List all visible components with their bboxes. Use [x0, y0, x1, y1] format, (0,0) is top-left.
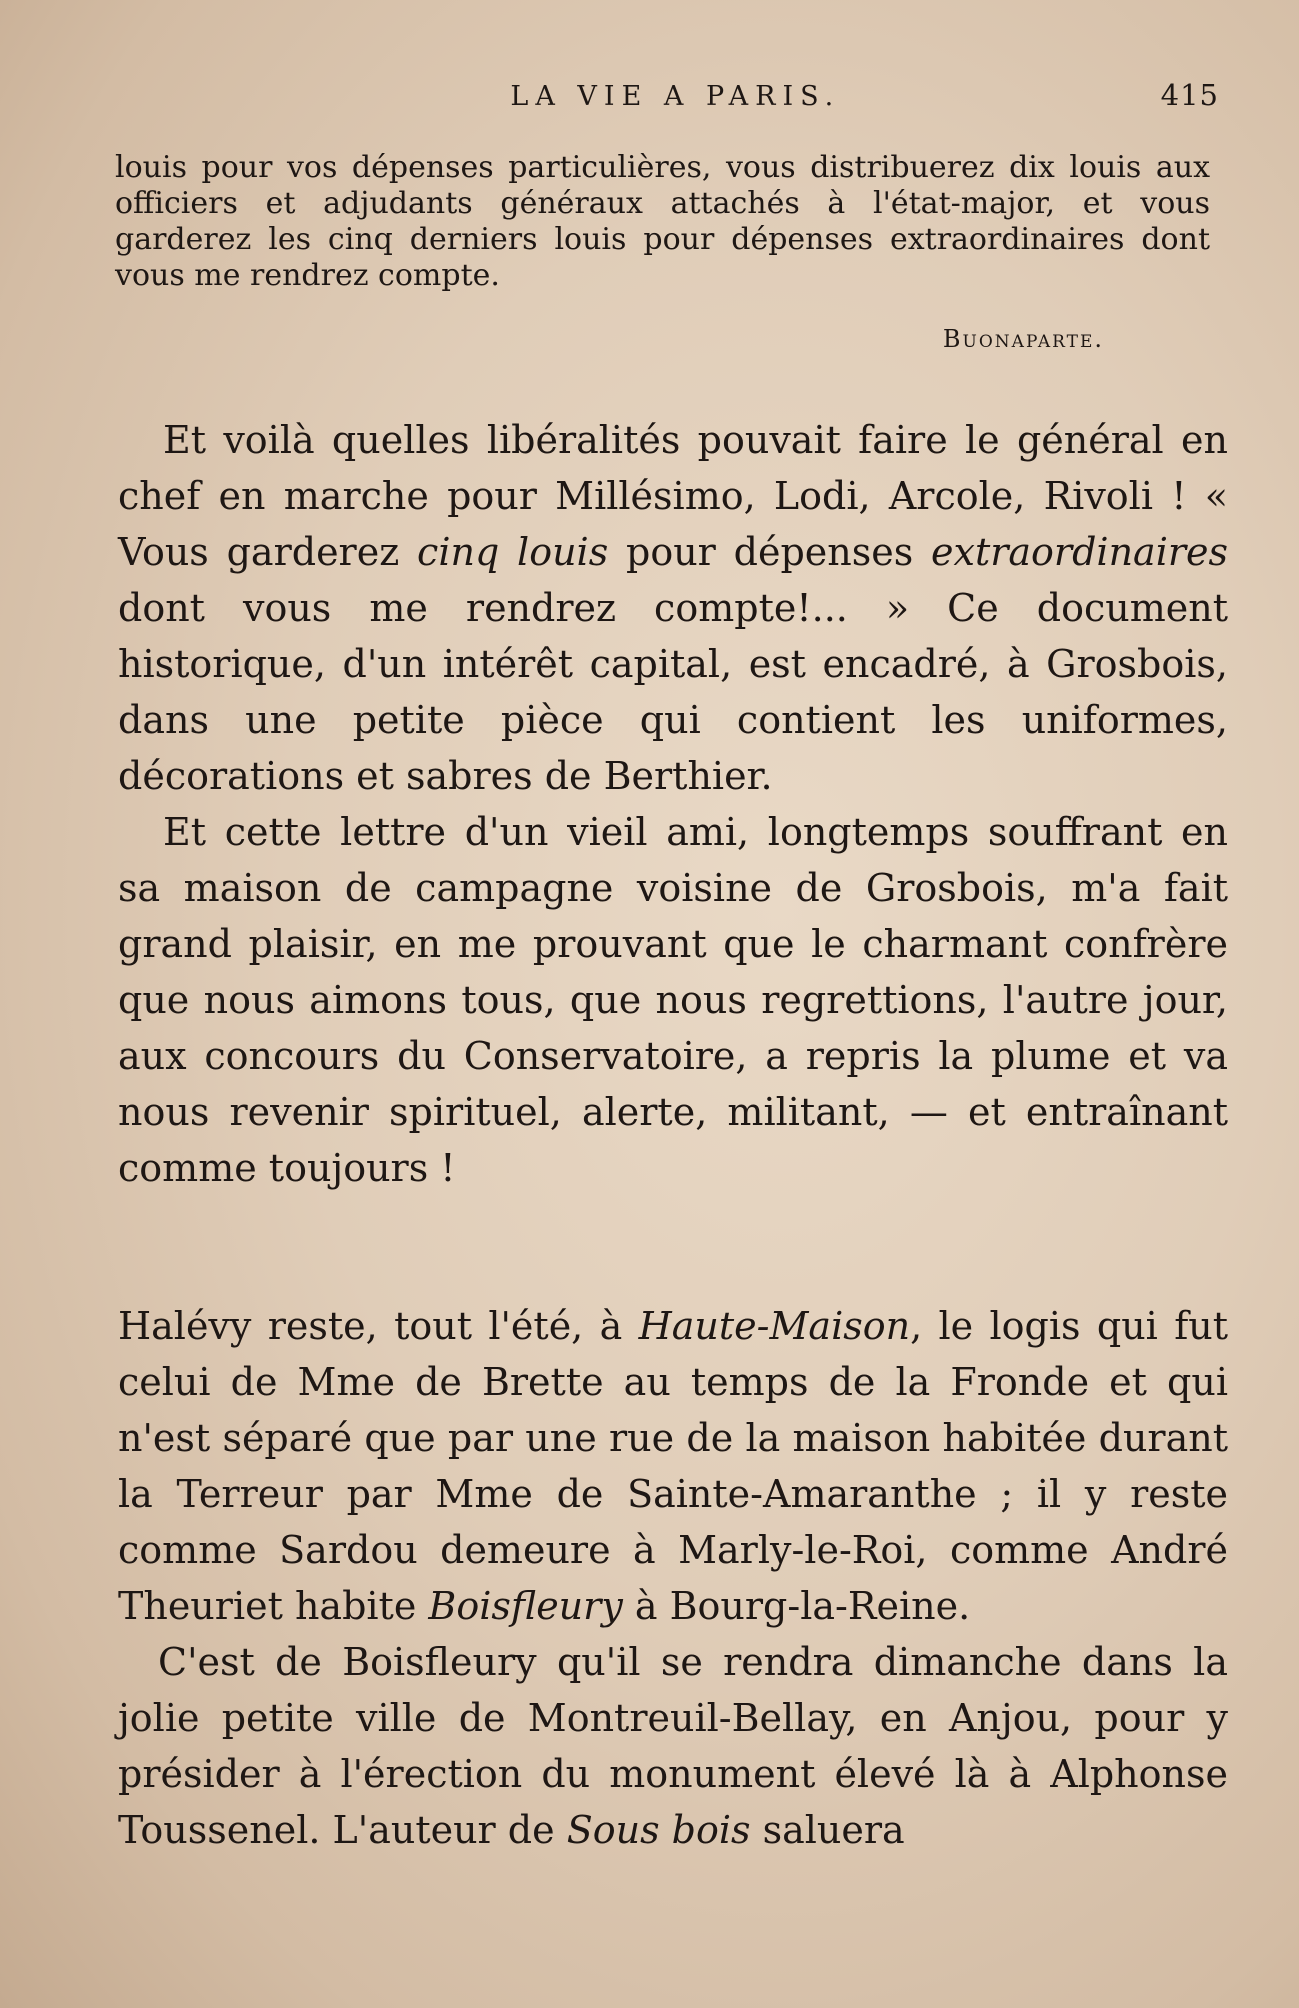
italic-text: cinq louis: [417, 530, 609, 574]
section-two: [118, 1298, 1228, 1858]
italic-text: Boisfleury: [428, 1584, 623, 1628]
running-head: [130, 78, 1219, 118]
paragraph: [118, 412, 1228, 804]
text-run: Et voilà quelles libéralités pouvait faire le général en chef en marche pour Millésimo, Lodi, Arcole, Rivoli ! « Vous garderez: [118, 418, 1228, 574]
text-run: Halévy reste, tout l'été, à: [118, 1304, 639, 1348]
text-run: à Bourg-la-Reine.: [622, 1584, 971, 1628]
text-run: pour dépenses: [608, 530, 932, 574]
paragraph: Et cette lettre d'un vieil ami, longtemps souffrant en sa maison de campagne voisine de Grosbois, m'a fait grand plaisir, en me prouvant que le charmant confrère que nous aimons tous, que nous regrettions, l'autre jour, aux concours du Conservatoire, a repris la plume et va nous revenir spirituel, alerte, militant, — et entraînant comme toujours !: [118, 810, 1228, 1190]
italic-text: Sous bois: [566, 1808, 751, 1852]
italic-text: extraordinaires: [931, 530, 1228, 574]
text-run: saluera: [750, 1808, 905, 1852]
letter-signature: Buonaparte.: [942, 325, 1104, 353]
letter-text: louis pour vos dépenses particulières, vous distribuerez dix louis aux officiers et adjudants généraux attachés à l'état-major, et vous garderez les cinq derniers louis pour dépenses extraordinaires dont vous me rendrez compte.: [115, 150, 1210, 293]
paragraph: [118, 1634, 1228, 1858]
text-run: C'est de Boisfleury qu'il se rendra dimanche dans la jolie petite ville de Montreuil-Bellay, en Anjou, pour y présider à l'érection du monument élevé là à Alphonse Toussenel. L'auteur de: [118, 1640, 1228, 1852]
text-run: dont vous me rendrez compte!... » Ce document historique, d'un intérêt capital, est encadré, à Grosbois, dans une petite pièce qui contient les uniformes, décorations et sabres de Berthier.: [118, 586, 1228, 798]
section-one: [118, 412, 1228, 1196]
page-number: 415: [1160, 78, 1219, 112]
italic-text: Haute-Maison: [638, 1304, 911, 1348]
text-run: , le logis qui fut celui de Mme de Brette au temps de la Fronde et qui n'est séparé que par une rue de la maison habitée durant la Terreur par Mme de Sainte-Amaranthe ; il y reste comme Sardou demeure à Marly-le-Roi, comme André Theuriet habite: [118, 1304, 1229, 1628]
paragraph: [118, 1298, 1228, 1634]
running-title: LA VIE A PARIS.: [510, 81, 841, 112]
letter-excerpt: [115, 150, 1210, 294]
